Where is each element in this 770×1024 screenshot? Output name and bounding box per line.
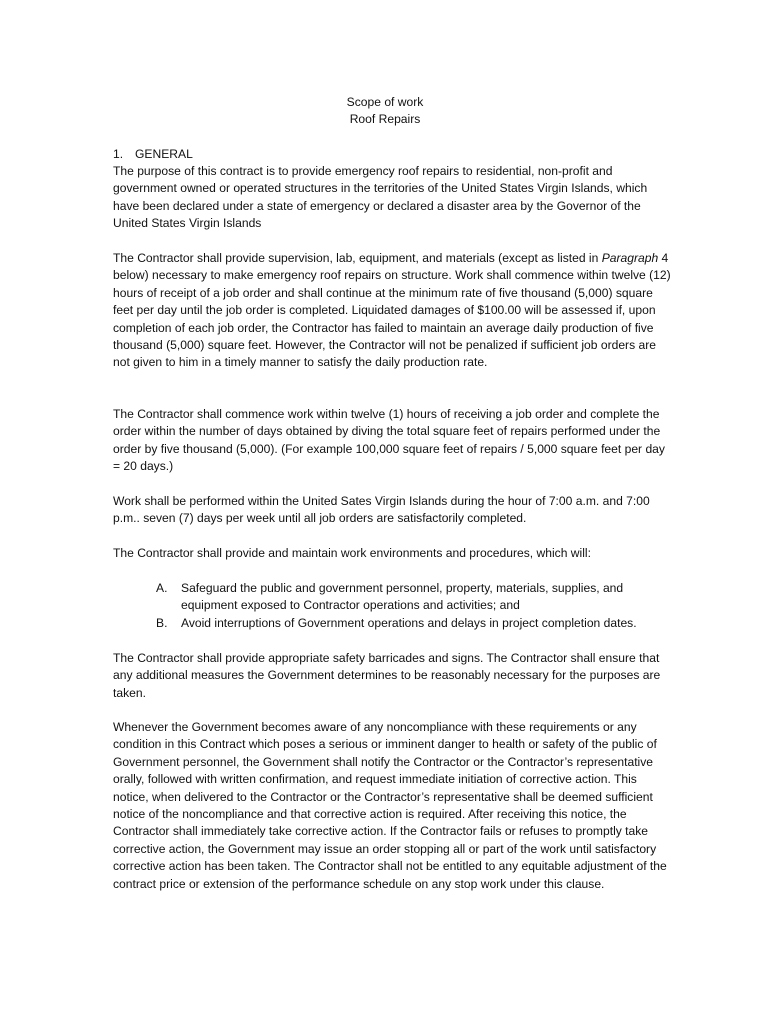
- list-text: Safeguard the public and government personnel, property, materials, supplies, and equipment exposed to Contractor operations and activities; and: [181, 581, 624, 613]
- paragraph-supervision: [113, 250, 673, 372]
- list-item: [156, 580, 676, 615]
- list-text: Avoid interruptions of Government operations and delays in project completion dates.: [181, 615, 637, 630]
- paragraph-barricades: The Contractor shall provide appropriate safety barricades and signs. The Contractor shall ensure that any additional measures the Government determines to be reasonably necessary for the purposes are taken.: [113, 651, 661, 700]
- list-item: [156, 615, 676, 632]
- section-title: GENERAL: [135, 147, 193, 161]
- paragraph-reference: Paragraph: [601, 251, 659, 265]
- paragraph-environments: The Contractor shall provide and maintain work environments and procedures, which will:: [113, 546, 591, 560]
- section-heading: [113, 146, 193, 163]
- section-number: 1.: [113, 147, 124, 161]
- document-subtitle: Roof Repairs: [349, 112, 421, 126]
- paragraph-supervision-part1: The Contractor shall provide supervision, lab, equipment, and materials (except as listed in: [113, 251, 602, 265]
- requirements-list: [156, 580, 676, 632]
- list-marker: A.: [156, 581, 168, 595]
- paragraph-hours: Work shall be performed within the United Sates Virgin Islands during the hour of 7:00 a.m. and 7:00 p.m.. seven (7) days per week until all job orders are satisfactorily completed.: [113, 494, 650, 526]
- paragraph-purpose: The purpose of this contract is to provide emergency roof repairs to residential, non-profit and government owned or operated structures in the territories of the United States Virgin Islands, which have been declared under a state of emergency or declared a disaster area by the Governor of the United States Virgin Islands: [113, 164, 648, 231]
- paragraph-noncompliance: Whenever the Government becomes aware of any noncompliance with these requirements or any condition in this Contract which poses a serious or imminent danger to health or safety of the public of Government personnel, the Government shall notify the Contractor or the Contractor’s representative orally, followed with written confirmation, and request immediate initiation of corrective action. This notice, when delivered to the Contractor or the Contractor’s representative shall be deemed sufficient notice of the noncompliance and that corrective action is required. After receiving this notice, the Contractor shall immediately take corrective action. If the Contractor fails or refuses to promptly take corrective action, the Government may issue an order stopping all or part of the work until satisfactory corrective action has been taken. The Contractor shall not be entitled to any equitable adjustment of the contract price or extension of the performance schedule on any stop work under this clause.: [113, 720, 667, 891]
- document-title: Scope of work: [346, 95, 424, 109]
- list-marker: B.: [156, 615, 168, 630]
- paragraph-commence: The Contractor shall commence work within twelve (1) hours of receiving a job order and complete the order within the number of days obtained by diving the total square feet of repairs performed under the order by five thousand (5,000). (For example 100,000 square feet of repairs / 5,000 square feet per day = 20 days.): [113, 407, 665, 474]
- paragraph-supervision-part2: 4 below) necessary to make emergency roof repairs on structure. Work shall commence within twelve (12) hours of receipt of a job order and shall continue at the minimum rate of five thousand (5,000) square feet per day until the job order is completed. Liquidated damages of $100.00 will be assessed if, upon completion of each job order, the Contractor has failed to maintain an average daily production of five thousand (5,000) square feet. However, the Contractor will not be penalized if sufficient job orders are not given to him in a timely manner to satisfy the daily production rate.: [113, 251, 671, 370]
